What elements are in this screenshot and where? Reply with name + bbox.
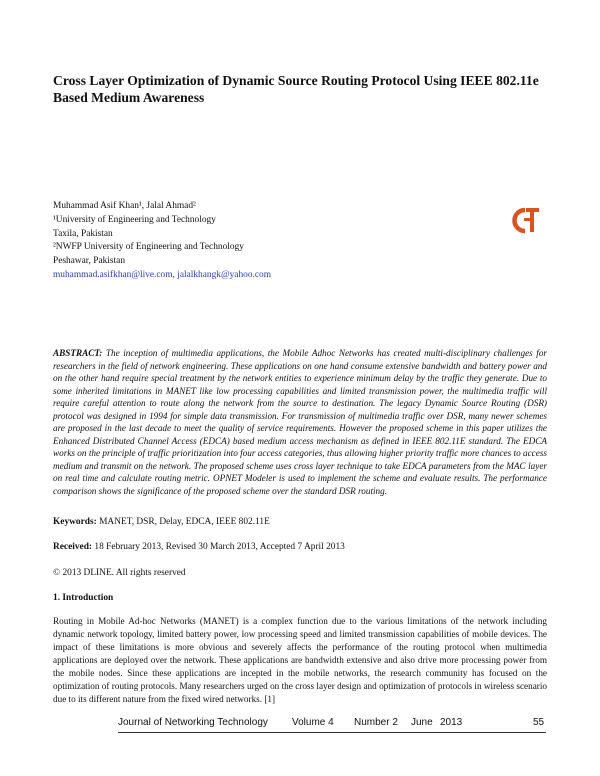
footer-year: 2013 [440,717,463,728]
footer-rule [118,732,546,733]
keywords [53,517,547,527]
affiliation-1-line-1: ¹University of Engineering and Technology [53,214,216,225]
abstract [53,347,547,498]
received-dates [53,542,547,552]
introduction-text: Routing in Mobile Ad-hoc Networks (MANET) is a complex function due to the various limitations of the network including dynamic network topology, limited battery power, low processing speed and limited transmission capabilities of mobile devices. The impact of these limitations is more obvious and severely affects the performance of the routing protocol when multimedia applications are deployed over the network. These applications are bandwidth extensive and also drive more processing power from the mobile nodes. Since these applications are incepted in the mobile networks, the research community has focused on the optimization of routing protocols. Many researchers urged on the cross layer design and optimization of protocols in wireless scenario due to its different nature from the fixed wired networks. [1] [53,616,547,705]
keywords-label: Keywords: [53,517,97,527]
paper-title: Cross Layer Optimization of Dynamic Source Routing Protocol Using IEEE 802.11e Based Medium Awareness [53,73,539,105]
section-heading: 1. Introduction [53,593,114,603]
footer-number: Number 2 [354,717,398,728]
page-number: 55 [533,717,545,728]
author-emails[interactable]: muhammad.asifkhan@live.com, jalalkhangk@yahoo.com [53,269,271,280]
received-text: 18 February 2013, Revised 30 March 2013, Accepted 7 April 2013 [92,542,345,552]
footer-journal: Journal of Networking Technology [118,717,268,728]
footer-month: June [411,717,433,728]
copyright: © 2013 DLINE. All rights reserved [53,568,186,578]
affiliation-2-line-2: Peshawar, Pakistan [53,256,126,267]
author-block [53,200,383,283]
author-names: Muhammad Asif Khan¹, Jalal Ahmad² [53,201,196,211]
footer-volume: Volume 4 [292,717,334,728]
journal-logo-icon [511,205,541,235]
abstract-text: The inception of multimedia applications, the Mobile Adhoc Networks has created multi-disciplinary challenges for researchers in the field of network engineering. These applications on one hand consume extensive bandwidth and battery power and on the other hand require special treatment by the network entities to experience minimum delay by the traffic they generate. Due to some inherited limitations in MANET like low processing capabilities and limited transmission power, the multimedia traffic will require careful attention to route along the network from the source to destination. The legacy Dynamic Source Routing (DSR) protocol was designed in 1994 for simple data transmission. For transmission of multimedia traffic over DSR, many newer schemes are proposed in the last decade to meet the quality of service requirements. However the proposed scheme in this paper utilizes the Enhanced Distributed Channel Access (EDCA) based medium access mechanism as defined in IEEE 802.11E standard. The EDCA works on the principle of traffic prioritization into four access categories, thus allowing higher priority traffic more chances to access medium and transmit on the network. The proposed scheme uses cross layer technique to take EDCA parameters from the MAC layer on real time and calculate routing metric. OPNET Modeler is used to implement the scheme and evaluate results. The performance comparison shows the significance of the proposed scheme over the standard DSR routing. [53,348,547,497]
affiliation-2-line-1: ²NWFP University of Engineering and Technology [53,242,244,253]
keywords-text: MANET, DSR, Delay, EDCA, IEEE 802.11E [96,517,270,527]
received-label: Received: [53,542,93,552]
abstract-label: ABSTRACT: [53,348,103,358]
affiliation-1-line-2: Taxila, Pakistan [53,228,113,239]
